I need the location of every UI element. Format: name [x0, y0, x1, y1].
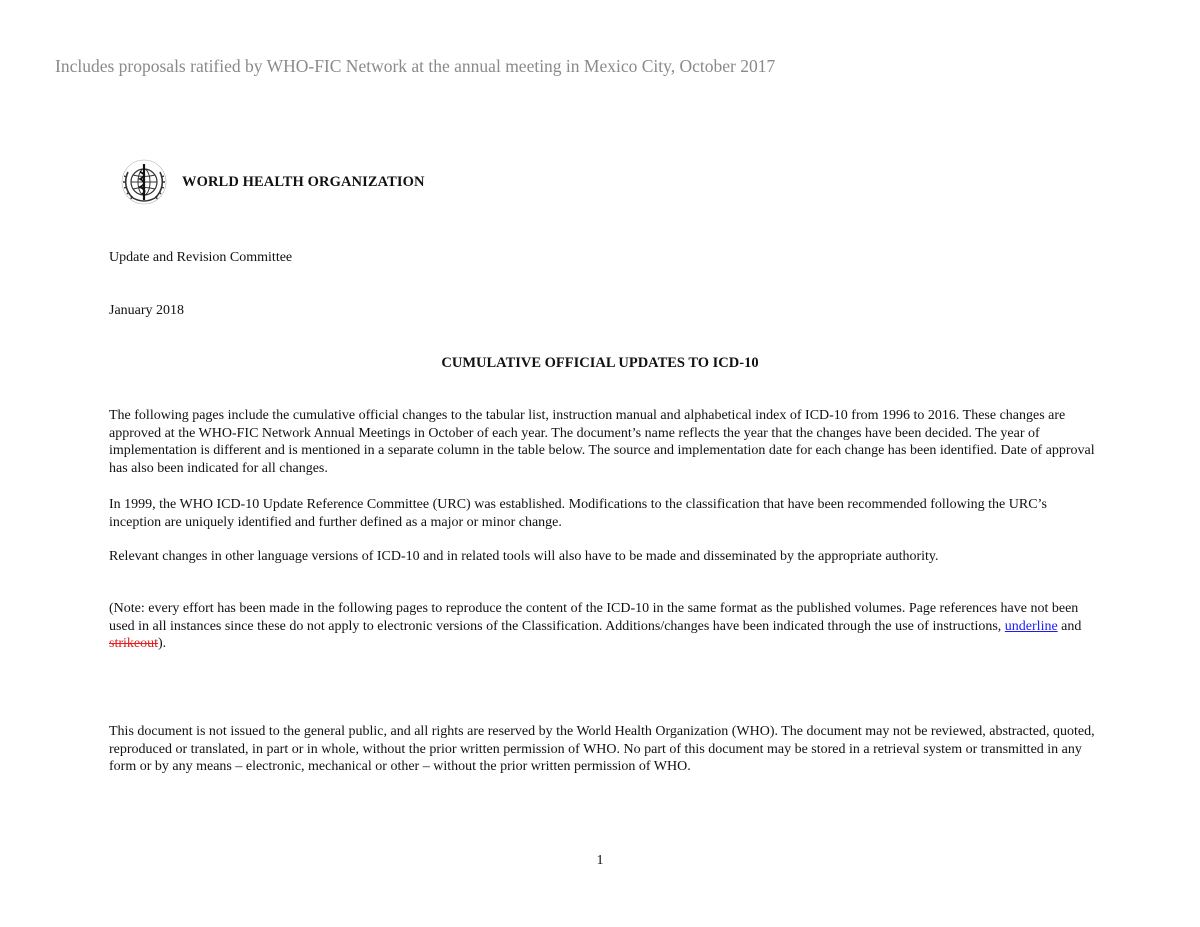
- urc-paragraph: In 1999, the WHO ICD-10 Update Reference Committee (URC) was established. Modifications to the classification that have been recommended following the URC’s inception are uniquely identified and further defined as a major or minor change.: [109, 497, 1047, 530]
- note-conjunction: and: [1057, 618, 1082, 634]
- organization-header: [120, 158, 425, 206]
- strikeout-sample: strikeout: [109, 636, 158, 651]
- intro-paragraph: The following pages include the cumulative official changes to the tabular list, instruction manual and alphabetical index of ICD-10 from 1996 to 2016. These changes are approved at the WHO-FIC Network Annual Meetings in October of each year. The document’s name reflects the year that the changes have been decided. The year of implementation is different and is mentioned in a separate column in the table below. The source and implementation date for each change has been identified. Date of approval has also been indicated for all changes.: [109, 408, 1095, 476]
- header-note: Includes proposals ratified by WHO-FIC Network at the annual meeting in Mexico City, October 2017: [55, 56, 776, 76]
- language-versions-paragraph: Relevant changes in other language versions of ICD-10 and in related tools will also have to be made and disseminated by the appropriate authority.: [109, 549, 939, 564]
- underline-sample: underline: [1004, 618, 1058, 634]
- note-text-after: ).: [158, 636, 167, 651]
- page-number: 1: [596, 853, 604, 868]
- committee-name: Update and Revision Committee: [109, 250, 293, 265]
- note-paragraph: [109, 600, 1099, 653]
- note-text-before: (Note: every effort has been made in the following pages to reproduce the content of the ICD-10 in the same format as the published volumes. Page references have not been used in all instances since these do not apply to electronic versions of the Classification. Additions/changes have been indicated through the use of instructions,: [109, 601, 1079, 634]
- who-emblem-icon: [120, 158, 168, 206]
- document-date: January 2018: [109, 303, 185, 318]
- organization-name: WORLD HEALTH ORGANIZATION: [182, 173, 425, 190]
- document-title: CUMULATIVE OFFICIAL UPDATES TO ICD-10: [441, 355, 759, 371]
- rights-paragraph: This document is not issued to the general public, and all rights are reserved by the World Health Organization (WHO). The document may not be reviewed, abstracted, quoted, reproduced or translated, in part or in whole, without the prior written permission of WHO. No part of this document may be stored in a retrieval system or transmitted in any form or by any means – electronic, mechanical or other – without the prior written permission of WHO.: [109, 724, 1095, 774]
